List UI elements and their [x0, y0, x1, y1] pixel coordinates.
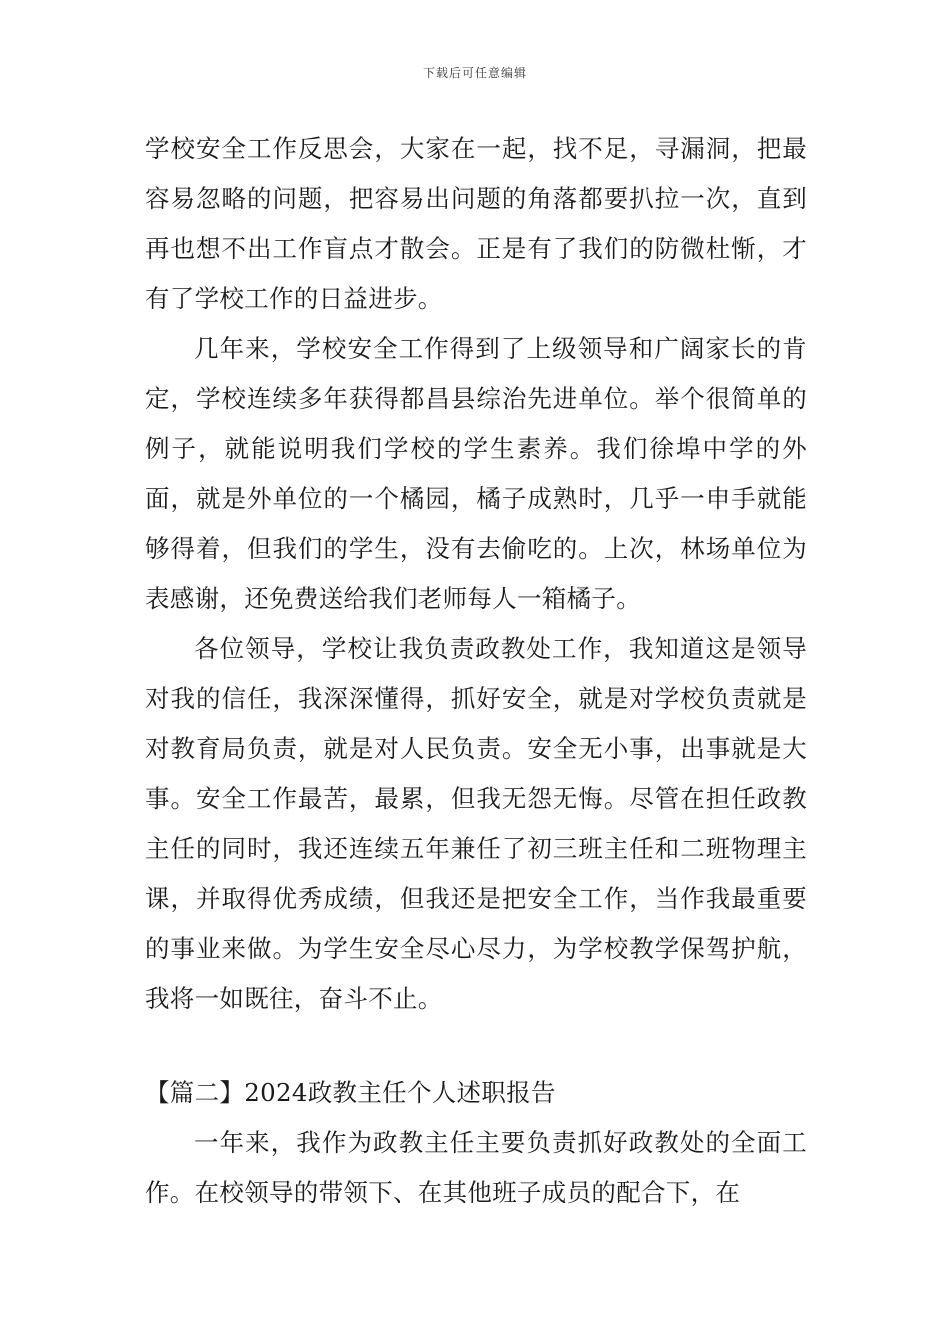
section-title: 【篇二】2024政教主任个人述职报告	[145, 1078, 556, 1107]
paragraph-1: 学校安全工作反思会，大家在一起，找不足，寻漏洞，把最容易忽略的问题，把容易出问题的角落都要扒拉一次，直到再也想不出工作盲点才散会。正是有了我们的防微杜惭，才有了学校工作的日益进步。	[145, 134, 807, 313]
section-divider-space	[145, 1024, 807, 1068]
paragraph-4: 一年来，我作为政教主任主要负责抓好政教处的全面工作。在校领导的带领下、在其他班子成员的配合下，在	[145, 1128, 807, 1207]
paragraph-3: 各位领导，学校让我负责政教处工作，我知道这是领导对我的信任，我深深懂得，抓好安全，就是对学校负责就是对教育局负责，就是对人民负责。安全无小事，出事就是大事。安全工作最苦，最累，但我无怨无悔。尽管在担任政教主任的同时，我还连续五年兼任了初三班主任和二班物理主课，并取得优秀成绩，但我还是把安全工作，当作我最重要的事业来做。为学生安全尽心尽力，为学校教学保驾护航，我将一如既往，奋斗不止。	[145, 634, 807, 1013]
paragraph-2: 几年来，学校安全工作得到了上级领导和广阔家长的肯定，学校连续多年获得都昌县综治先进单位。举个很简单的例子，就能说明我们学校的学生素养。我们徐埠中学的外面，就是外单位的一个橘园，橘子成熟时，几乎一申手就能够得着，但我们的学生，没有去偷吃的。上次，林场单位为表感谢，还免费送给我们老师每人一箱橘子。	[145, 334, 807, 613]
document-body	[145, 124, 807, 1218]
page-header: 下载后可任意编辑	[422, 66, 527, 80]
